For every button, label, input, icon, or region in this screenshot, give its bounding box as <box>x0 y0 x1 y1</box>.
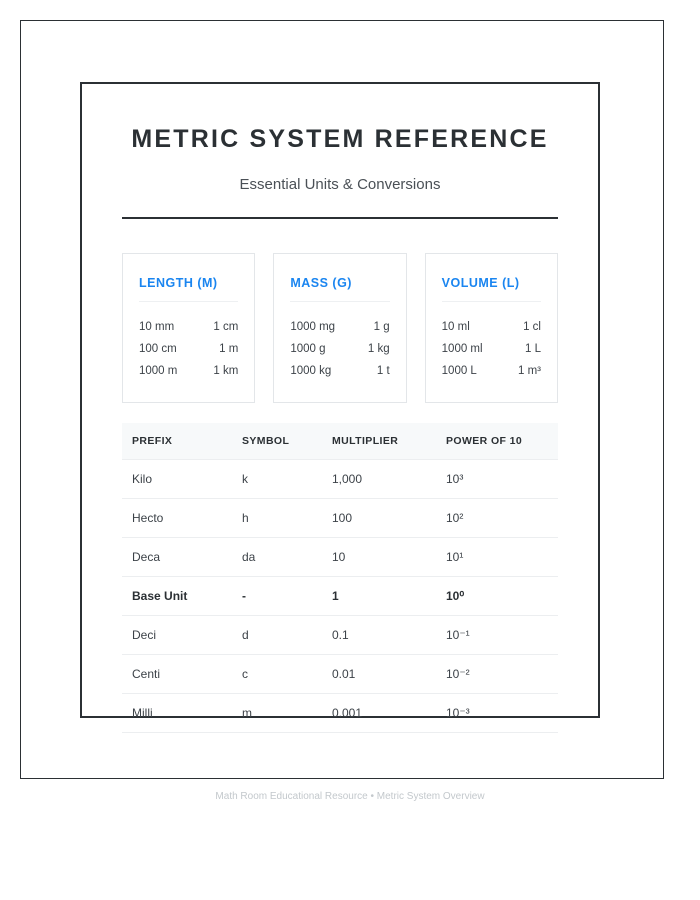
cell-symbol: m <box>232 693 322 732</box>
cell-prefix: Deci <box>122 615 232 654</box>
cell-power: 10⁰ <box>436 576 558 615</box>
cell-multiplier: 0.01 <box>322 654 436 693</box>
card-divider <box>442 301 541 302</box>
cell-power: 10³ <box>436 459 558 498</box>
table-row <box>122 693 558 732</box>
cell-prefix: Base Unit <box>122 576 232 615</box>
conversion-row <box>442 360 541 382</box>
cell-multiplier: 1 <box>322 576 436 615</box>
conversion-to: 1 t <box>376 364 390 377</box>
conversion-row <box>290 316 389 338</box>
conversion-from: 100 cm <box>139 342 177 355</box>
table-row <box>122 459 558 498</box>
conversion-to: 1 kg <box>367 342 390 355</box>
cell-multiplier: 1,000 <box>322 459 436 498</box>
column-header-symbol: SYMBOL <box>232 423 322 460</box>
document-header <box>80 82 600 219</box>
table-row <box>122 654 558 693</box>
conversion-row <box>139 360 238 382</box>
cell-multiplier: 10 <box>322 537 436 576</box>
table-row-base-unit <box>122 576 558 615</box>
cell-symbol: k <box>232 459 322 498</box>
conversion-row <box>442 338 541 360</box>
cell-power: 10⁻³ <box>436 693 558 732</box>
conversion-card-length <box>122 253 255 403</box>
cell-symbol: d <box>232 615 322 654</box>
cell-symbol: - <box>232 576 322 615</box>
card-divider <box>139 301 238 302</box>
conversion-row <box>290 338 389 360</box>
conversion-row <box>290 360 389 382</box>
cell-power: 10⁻² <box>436 654 558 693</box>
column-header-prefix: PREFIX <box>122 423 232 460</box>
column-header-multiplier: MULTIPLIER <box>322 423 436 460</box>
conversion-from: 1000 L <box>441 364 477 377</box>
conversion-from: 1000 kg <box>290 364 332 377</box>
page-title: METRIC SYSTEM REFERENCE <box>131 125 549 153</box>
conversion-from: 1000 g <box>290 342 326 355</box>
conversion-row <box>442 316 541 338</box>
conversion-row <box>139 338 238 360</box>
conversion-row <box>139 316 238 338</box>
conversion-to: 1 g <box>373 320 390 333</box>
card-title-mass: MASS (G) <box>290 275 352 290</box>
prefix-table <box>122 423 558 733</box>
conversion-from: 10 ml <box>441 320 470 333</box>
cell-multiplier: 0.1 <box>322 615 436 654</box>
conversion-from: 1000 ml <box>441 342 483 355</box>
card-title-length: LENGTH (M) <box>139 275 218 290</box>
conversion-to: 1 cm <box>213 320 239 333</box>
cell-prefix: Milli <box>122 693 232 732</box>
conversion-cards <box>80 219 600 403</box>
table-header-row <box>122 423 558 460</box>
cell-prefix: Kilo <box>122 459 232 498</box>
cell-prefix: Hecto <box>122 498 232 537</box>
cell-power: 10⁻¹ <box>436 615 558 654</box>
table-row <box>122 537 558 576</box>
conversion-card-volume <box>425 253 558 403</box>
conversion-to: 1 m³ <box>517 364 541 377</box>
cell-power: 10² <box>436 498 558 537</box>
conversion-from: 1000 m <box>139 364 178 377</box>
cell-symbol: h <box>232 498 322 537</box>
document-content <box>80 82 600 733</box>
prefix-table-container <box>80 403 600 733</box>
table-row <box>122 498 558 537</box>
cell-prefix: Deca <box>122 537 232 576</box>
cell-multiplier: 100 <box>322 498 436 537</box>
table-row <box>122 615 558 654</box>
conversion-to: 1 cl <box>523 320 541 333</box>
cell-power: 10¹ <box>436 537 558 576</box>
cell-symbol: da <box>232 537 322 576</box>
conversion-to: 1 m <box>219 342 239 355</box>
cell-prefix: Centi <box>122 654 232 693</box>
conversion-to: 1 km <box>213 364 239 377</box>
column-header-power: POWER OF 10 <box>436 423 558 460</box>
cell-symbol: c <box>232 654 322 693</box>
page-subtitle: Essential Units & Conversions <box>239 175 441 193</box>
conversion-to: 1 L <box>524 342 541 355</box>
conversion-from: 10 mm <box>139 320 175 333</box>
card-divider <box>290 301 389 302</box>
page-footer: Math Room Educational Resource • Metric System Overview <box>215 791 485 802</box>
conversion-from: 1000 mg <box>290 320 336 333</box>
card-title-volume: VOLUME (L) <box>441 275 520 290</box>
cell-multiplier: 0.001 <box>322 693 436 732</box>
conversion-card-mass <box>273 253 406 403</box>
